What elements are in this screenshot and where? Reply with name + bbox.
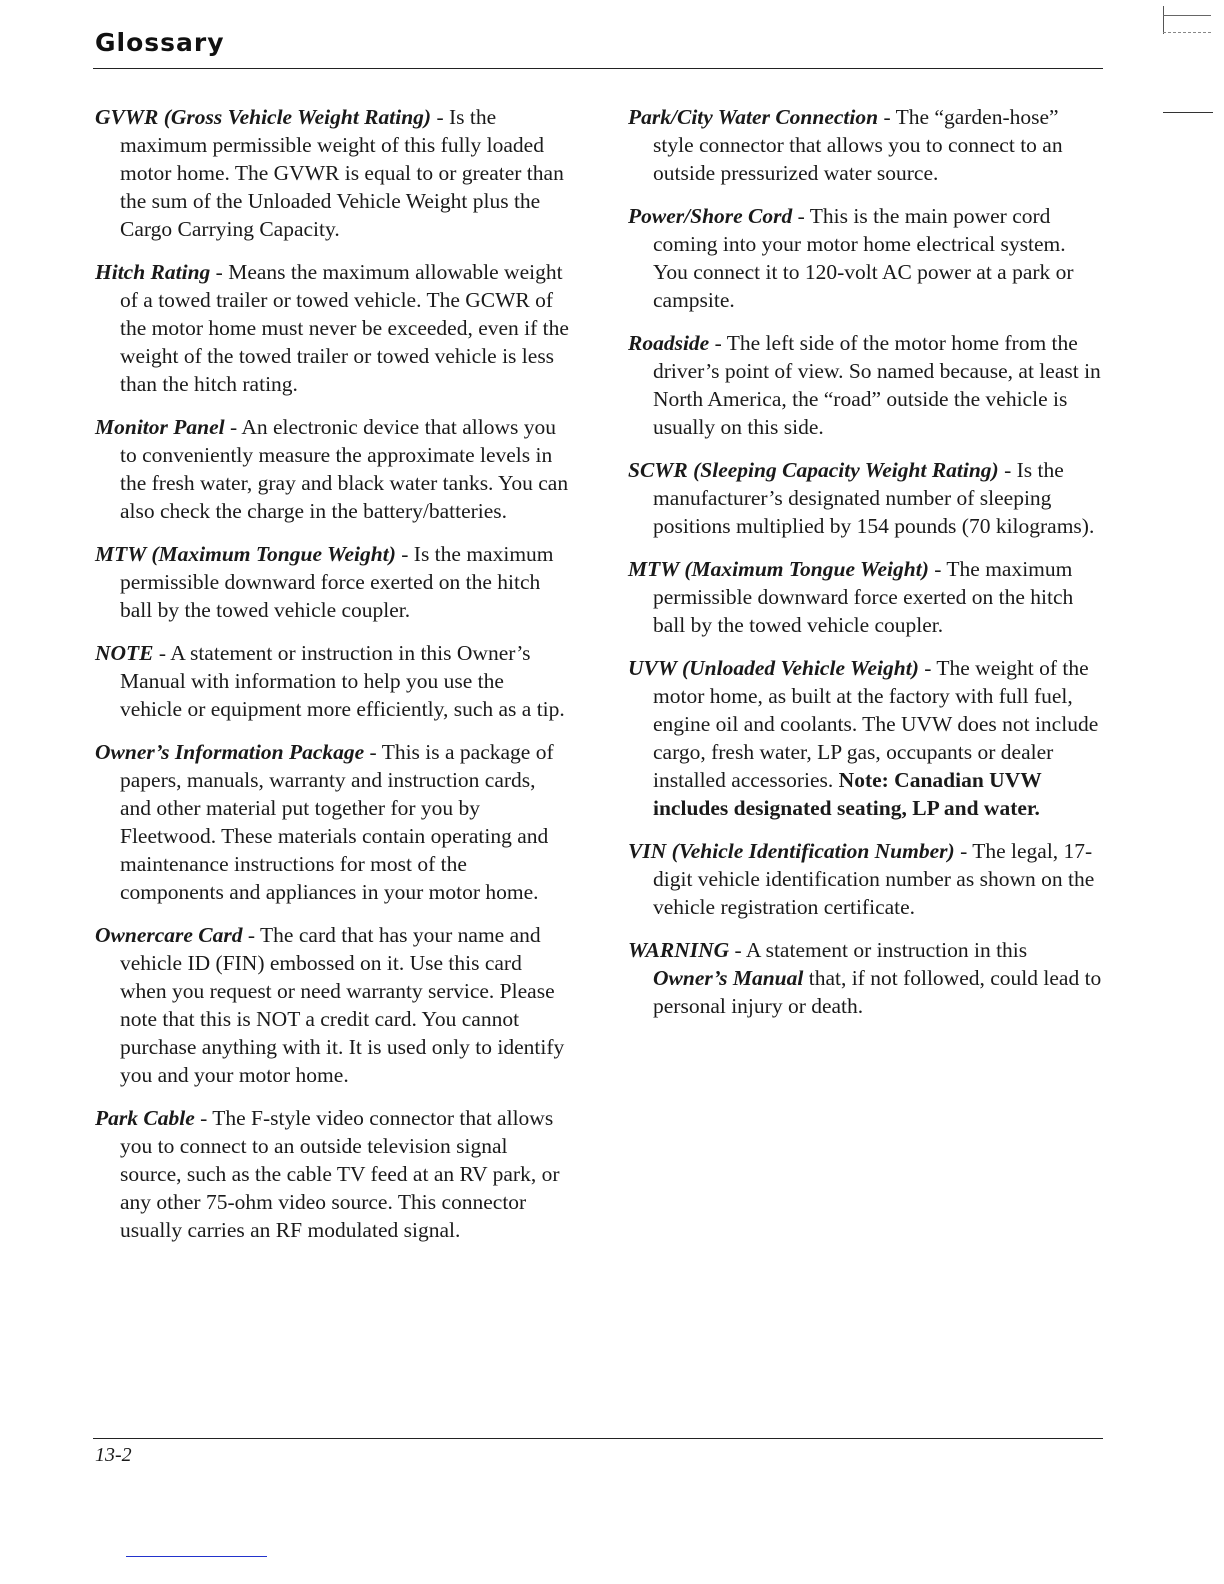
corner-crop-line-top — [1163, 15, 1211, 16]
page-number: 13-2 — [95, 1444, 132, 1466]
glossary-entry-note — [95, 639, 570, 723]
glossary-term: Roadside — [628, 331, 710, 355]
canadian-uvw-note: Note: Canadian UVW includes designated seating, LP and water. — [653, 768, 1042, 820]
glossary-entry-roadside — [628, 329, 1103, 441]
glossary-definition: - Means the maximum allowable weight of a towed trailer or towed vehicle. The GCWR of the motor home must never be exceeded, even if the weight of the towed trailer or towed vehicle is less than the hitch rating. — [120, 260, 569, 396]
glossary-term: SCWR (Sleeping Capacity Weight Rating) — [628, 458, 999, 482]
glossary-entry-mtw — [95, 540, 570, 624]
bottom-link-underline — [126, 1556, 267, 1557]
glossary-column-left — [95, 103, 570, 1259]
glossary-entry-scwr — [628, 456, 1103, 540]
glossary-term: Park/City Water Connection — [628, 105, 879, 129]
glossary-term: Ownercare Card — [95, 923, 243, 947]
corner-crop-line-bottom — [1163, 32, 1211, 33]
glossary-entry-owners-information-package — [95, 738, 570, 906]
glossary-definition: - The F-style video connector that allows you to connect to an outside television signal source, such as the cable TV feed at an RV park, or any other 75-ohm video source. This connector usually carries an RF modulated signal. — [120, 1106, 560, 1242]
glossary-definition: - Is the maximum permissible weight of this fully loaded motor home. The GVWR is equal to or greater than the sum of the Unloaded Vehicle Weight plus the Cargo Carrying Capacity. — [120, 105, 564, 241]
glossary-entry-gvwr — [95, 103, 570, 243]
glossary-term: Power/Shore Cord — [628, 204, 793, 228]
glossary-definition: - This is the main power cord coming into your motor home electrical system. You connect it to 120-volt AC power at a park or campsite. — [653, 204, 1074, 312]
glossary-definition-lead: - A statement or instruction in this — [729, 938, 1028, 962]
glossary-term: VIN (Vehicle Identification Number) — [628, 839, 955, 863]
footer-rule — [93, 1438, 1103, 1439]
glossary-term: GVWR (Gross Vehicle Weight Rating) — [95, 105, 432, 129]
glossary-entry-mtw-repeat — [628, 555, 1103, 639]
glossary-definition: - The left side of the motor home from the driver’s point of view. So named because, at least in North America, the “road” outside the vehicle is usually on this side. — [653, 331, 1101, 439]
glossary-definition: - Is the manufacturer’s designated number of sleeping positions multiplied by 154 pounds (70 kilograms). — [653, 458, 1095, 538]
glossary-entry-ownercare-card — [95, 921, 570, 1089]
glossary-entry-hitch-rating — [95, 258, 570, 398]
glossary-entry-power-shore-cord — [628, 202, 1103, 314]
header-rule — [93, 68, 1103, 69]
glossary-definition: - The maximum permissible downward force exerted on the hitch ball by the towed vehicle coupler. — [653, 557, 1074, 637]
glossary-definition: - Is the maximum permissible downward force exerted on the hitch ball by the towed vehicle coupler. — [120, 542, 554, 622]
margin-tick-mark — [1163, 112, 1213, 113]
glossary-term: Owner’s Information Package — [95, 740, 365, 764]
glossary-term: Hitch Rating — [95, 260, 211, 284]
glossary-term: Monitor Panel — [95, 415, 225, 439]
page-title: Glossary — [95, 28, 225, 57]
glossary-entry-park-city-water-connection — [628, 103, 1103, 187]
glossary-term: NOTE — [95, 641, 154, 665]
glossary-entry-vin — [628, 837, 1103, 921]
glossary-term: Park Cable — [95, 1106, 195, 1130]
glossary-entry-monitor-panel — [95, 413, 570, 525]
glossary-definition: - This is a package of papers, manuals, warranty and instruction cards, and other material put together for you by Fleetwood. These materials contain operating and maintenance instructions for most of the components and appliances in your motor home. — [120, 740, 554, 904]
glossary-term: WARNING — [628, 938, 730, 962]
glossary-entry-warning — [628, 936, 1103, 1020]
glossary-definition: that, if not followed, could lead to personal injury or death. — [653, 966, 1102, 1018]
glossary-definition: - The legal, 17-digit vehicle identification number as shown on the vehicle registration certificate. — [653, 839, 1095, 919]
glossary-column-right — [628, 103, 1103, 1035]
glossary-definition: - The weight of the motor home, as built at the factory with full fuel, engine oil and coolants. The UVW does not include cargo, fresh water, LP gas, occupants or dealer installed accessories. — [653, 656, 1099, 792]
glossary-entry-park-cable — [95, 1104, 570, 1244]
owners-manual-emphasis: Owner’s Manual — [653, 966, 804, 990]
glossary-definition: - The card that has your name and vehicle ID (FIN) embossed on it. Use this card when you request or need warranty service. Please note that this is NOT a credit card. You cannot purchase anything with it. It is used only to identify you and your motor home. — [120, 923, 565, 1087]
glossary-term: MTW (Maximum Tongue Weight) — [628, 557, 929, 581]
corner-crop-mark — [1163, 6, 1164, 34]
glossary-definition: - A statement or instruction in this Owner’s Manual with information to help you use the vehicle or equipment more efficiently, such as a tip. — [120, 641, 565, 721]
glossary-definition: - An electronic device that allows you to conveniently measure the approximate levels in the fresh water, gray and black water tanks. You can also check the charge in the battery/batteries. — [120, 415, 569, 523]
glossary-term: UVW (Unloaded Vehicle Weight) — [628, 656, 919, 680]
glossary-entry-uvw — [628, 654, 1103, 822]
glossary-term: MTW (Maximum Tongue Weight) — [95, 542, 396, 566]
glossary-definition: - The “garden-hose” style connector that allows you to connect to an outside pressurized water source. — [653, 105, 1063, 185]
